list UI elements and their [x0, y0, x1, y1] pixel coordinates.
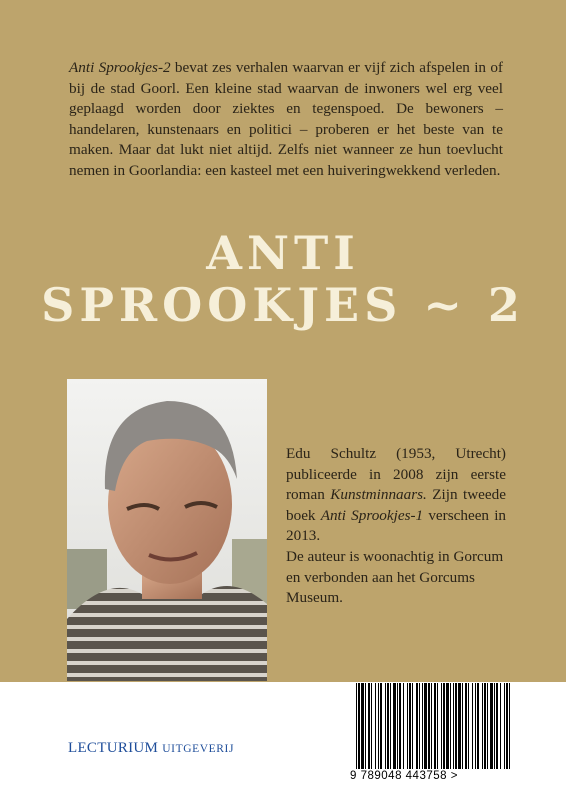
author-photo [67, 379, 267, 681]
author-bio [286, 444, 506, 609]
bio-novel-title: Kunstminnaars. [330, 486, 427, 504]
publisher-suffix: UITGEVERIJ [162, 743, 235, 755]
publisher-logo [68, 740, 234, 757]
bio-text-part1: Edu Schultz (1953, Utrecht) publiceerde in 2008 zijn eerste roman [286, 445, 506, 504]
isbn-number: 9 789048 443758 > [350, 770, 458, 782]
bio-residence: De auteur is woonachtig in Gorcum en verbonden aan het Gorcums Museum. [286, 547, 504, 607]
blurb-body: bevat zes verhalen waarvan er vijf zich afspelen in of bij de stad Goorl. Een kleine stad waarvan de inwoners wel erg veel geplaagd worden door ziektes en tegenspoed. De bewoners – handelaren, kunstenaars en politici – proberen er het beste van te maken. Maar dat lukt niet altijd. Zelfs niet wanneer ze hun toevlucht nemen in Goorlandia: een kasteel met een huiveringwekkend verleden. [69, 59, 503, 179]
bio-book-title: Anti Sprookjes-1 [320, 506, 424, 524]
cover-title-line-2: SPROOKJES ~ 2 [41, 278, 525, 332]
bio-text-part3: verscheen in 2013. [286, 506, 507, 545]
barcode [354, 683, 514, 769]
cover-title-line-1: ANTI [206, 226, 360, 280]
bio-text-part2: Zijn tweede boek [286, 486, 506, 524]
publisher-name: LECTURIUM [68, 740, 159, 756]
blurb-book-title: Anti Sprookjes-2 [69, 59, 171, 76]
blurb-text [69, 58, 503, 182]
